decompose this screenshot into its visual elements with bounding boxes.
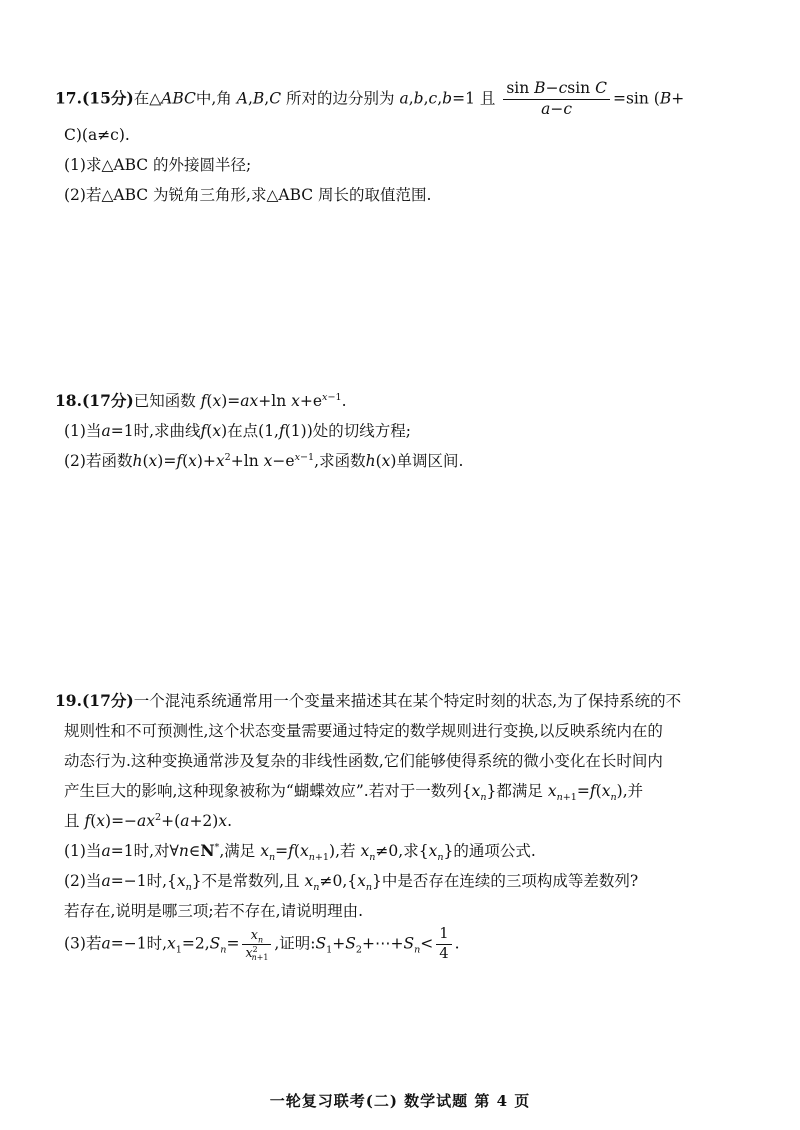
q17-stem-a: 在△ <box>133 89 162 108</box>
q17-cond: =sin ( <box>612 89 660 108</box>
q18-lead: 已知函数 <box>133 392 196 410</box>
q19-line-5: 且 $f(x)=-ax^2+(a+2)x$. <box>64 811 233 830</box>
page-footer: 一轮复习联考(二) 数学试题 第 4 页 <box>269 1092 531 1110</box>
q18-part-1: (1)当a=1时,求曲线f(x)在点(1,f(1))处的切线方程; <box>64 422 411 440</box>
q19-number: 19.(17分) <box>55 691 134 710</box>
q18-part-2: (2)若函数$h(x)=f(x)+x^2+\ln$ $x-e^{x-1}$,求函数h(x)单调区间. <box>64 451 464 470</box>
q19-line-2: 规则性和不可预测性,这个状态变量需要通过特定的数学规则进行变换,以反映系统内在的 <box>64 722 663 740</box>
q18-number: 18.(17分) <box>55 391 134 410</box>
q19-part-1: (1)当a=1时,对∀n∈N*,满足 $x_n=f(x_{n+1})$,若 $x_n\ne 0$,求$\{x_n\}$的通项公式. <box>64 841 536 864</box>
q17-fraction: $\frac{\text{sin B−csin C}}{a-c}$ <box>503 80 610 119</box>
q17-stem-c: 所对的边分别为 <box>286 89 395 108</box>
q19-line-3: 动态行为.这种变换通常涉及复杂的非线性函数,它们能够使得系统的微小变化在长时间内 <box>64 752 663 770</box>
q19-quarter-fraction: $\frac{1}{4}$ <box>436 926 451 963</box>
q19-line-1: 19.(17分)一个混沌系统通常用一个变量来描述其在某个特定时刻的状态,为了保持系统的不 <box>55 691 682 710</box>
q17-line-1: 17.(15分)在△ABC中,角 A,B,C 所对的边分别为 a,b,c,b=1 且 $\frac{\text{sin B−csin C}}{a-c}$ =sin (B+ <box>55 79 685 118</box>
q19-sn-fraction: $\frac{x_n}{x^2_{n+1}}$ <box>242 928 271 960</box>
q17-stem-d: 且 <box>479 89 496 108</box>
q19-part-2: (2)当a=−1时$,\{x_n\}$不是常数列,且 $x_n\ne 0,\{x_n\}$中是否存在连续的三项构成等差数列? <box>64 872 639 894</box>
q17-abc: ABC <box>161 89 196 108</box>
q17-number: 17.(15分) <box>55 88 134 108</box>
q17-part-1: (1)求△ABC 的外接圆半径; <box>64 156 252 174</box>
q17-part-2: (2)若△ABC 为锐角三角形,求△ABC 周长的取值范围. <box>64 186 432 204</box>
q17-line-2: C)(a≠c). <box>64 126 130 144</box>
q19-line-4: 产生巨大的影响,这种现象被称为“蝴蝶效应”.若对于一数列$\{x_n\}$都满足 $x_{n+1}=f(x_n)$,并 <box>64 782 644 804</box>
q18-line-1: 18.(17分)已知函数 f(x)=ax+ln $x+e^{x-1}$. <box>55 391 347 410</box>
q19-part-2-cont: 若存在,说明是哪三项;若不存在,请说明理由. <box>64 902 364 920</box>
q17-stem-b: 中,角 <box>195 89 232 108</box>
q19-part-3: (3)若a=−1时$,x_1=2,S_n=$ $\frac{x_n}{x^2_{n+1}}$ ,证明$:S_1+S_2+\cdots+S_n<$ $\frac{1}{4}$ . <box>64 925 460 963</box>
